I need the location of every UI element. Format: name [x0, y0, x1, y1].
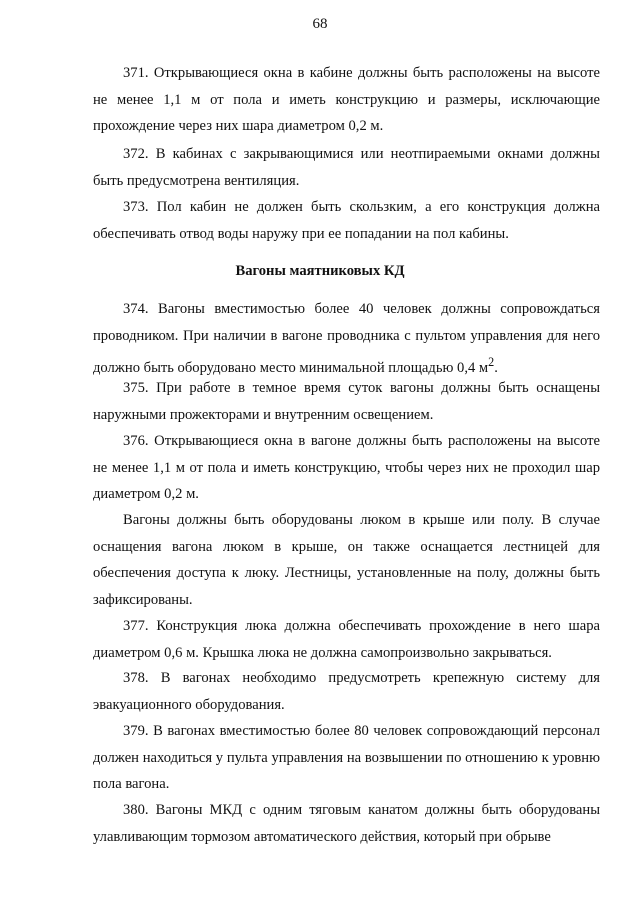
paragraph-376: 376. Открывающиеся окна в вагоне должны быть расположены на высоте не менее 1,1 м от пола и иметь конструкцию, чтобы через них не проходил шар диаметром 0,2 м. [93, 433, 600, 502]
paragraph-374-tail: . [494, 359, 498, 376]
paragraph-375: 375. При работе в темное время суток вагоны должны быть оснащены наружными прожекторами и внутренним освещением. [93, 380, 600, 423]
page-number: 68 [312, 16, 328, 32]
section-heading: Вагоны маятниковых КД [235, 263, 405, 279]
paragraph-hatch: Вагоны должны быть оборудованы люком в крыше или полу. В случае оснащения вагона люком в крыше, он также оснащается лестницей для обеспечения доступа к люку. Лестницы, установленные на полу, должны быть зафиксированы. [93, 512, 600, 608]
paragraph-374 [93, 296, 600, 381]
paragraph-380: 380. Вагоны МКД с одним тяговым канатом должны быть оборудованы улавливающим тормозом автоматического действия, который при обрыве [93, 802, 600, 845]
paragraph-372: 372. В кабинах с закрывающимися или неотпираемыми окнами должны быть предусмотрена вентиляция. [93, 146, 600, 189]
paragraph-377: 377. Конструкция люка должна обеспечивать прохождение в него шара диаметром 0,6 м. Крышка люка не должна самопроизвольно закрываться. [93, 618, 600, 661]
paragraph-374-superscript: 2 [488, 355, 495, 369]
paragraph-374-text: 374. Вагоны вместимостью более 40 человек должны сопровождаться проводником. При наличии в вагоне проводника с пультом управления для него должно быть оборудовано место минимальной площадью 0,4 м [93, 301, 600, 376]
paragraph-378: 378. В вагонах необходимо предусмотреть крепежную систему для эвакуационного оборудования. [93, 670, 600, 713]
paragraph-371: 371. Открывающиеся окна в кабине должны быть расположены на высоте не менее 1,1 м от пола и иметь конструкцию и размеры, исключающие прохождение через них шара диаметром 0,2 м. [93, 65, 600, 134]
paragraph-373: 373. Пол кабин не должен быть скользким, а его конструкция должна обеспечивать отвод воды наружу при ее попадании на пол кабины. [93, 199, 600, 242]
paragraph-379: 379. В вагонах вместимостью более 80 человек сопровождающий персонал должен находиться у пульта управления на возвышении по отношению к уровню пола вагона. [93, 723, 600, 792]
